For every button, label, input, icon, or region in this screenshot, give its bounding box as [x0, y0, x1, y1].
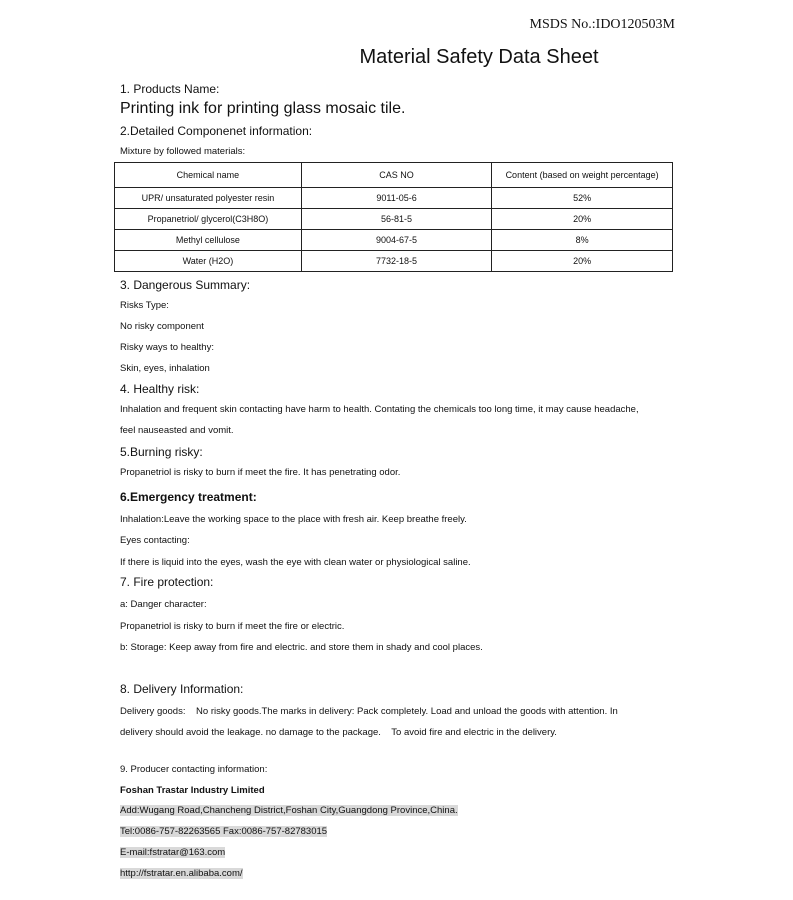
table-row [115, 230, 673, 251]
text-line: If there is liquid into the eyes, wash the eye with clean water or physiological saline. [120, 557, 471, 568]
text-line: b: Storage: Keep away from fire and electric. and store them in shady and cool places. [120, 642, 483, 653]
section-2-heading: 2.Detailed Componenet information: [120, 124, 313, 138]
table-cell: UPR/ unsaturated polyester resin [115, 188, 302, 209]
text-line: feel nauseasted and vomit. [120, 425, 234, 436]
company-email: E-mail:fstratar@163.com [120, 847, 226, 858]
table-cell: 20% [492, 209, 673, 230]
table-cell: Water (H2O) [115, 251, 302, 272]
mixture-note: Mixture by followed materials: [120, 146, 246, 157]
page-title: Material Safety Data Sheet [359, 46, 599, 68]
table-header-cell: Chemical name [115, 163, 302, 188]
table-row [115, 209, 673, 230]
table-cell: 20% [492, 251, 673, 272]
company-name: Foshan Trastar Industry Limited [120, 785, 265, 796]
composition-table [114, 162, 673, 272]
table-header-row [115, 163, 673, 188]
table-cell: 9011-05-6 [301, 188, 491, 209]
section-4-heading: 4. Healthy risk: [120, 382, 200, 396]
text-line: Risky ways to healthy: [120, 342, 214, 353]
table-row [115, 251, 673, 272]
text-line: No risky component [120, 321, 204, 332]
text-line: Inhalation:Leave the working space to the place with fresh air. Keep breathe freely. [120, 514, 467, 525]
section-3-heading: 3. Dangerous Summary: [120, 278, 251, 292]
text-line: Eyes contacting: [120, 535, 190, 546]
table-row [115, 188, 673, 209]
table-cell: 52% [492, 188, 673, 209]
text-line: Delivery goods: No risky goods.The marks in delivery: Pack completely. Load and unload the goods with attention. In [120, 706, 618, 717]
table-header-cell: Content (based on weight percentage) [492, 163, 673, 188]
section-7-heading: 7. Fire protection: [120, 575, 214, 589]
table-cell: Methyl cellulose [115, 230, 302, 251]
section-5-heading: 5.Burning risky: [120, 445, 203, 459]
table-cell: Propanetriol/ glycerol(C3H8O) [115, 209, 302, 230]
section-6-heading: 6.Emergency treatment: [120, 490, 257, 504]
text-line: Risks Type: [120, 300, 169, 311]
table-cell: 8% [492, 230, 673, 251]
section-9-heading: 9. Producer contacting information: [120, 764, 268, 775]
table-header-cell: CAS NO [301, 163, 491, 188]
table-cell: 7732-18-5 [301, 251, 491, 272]
company-phone-fax: Tel:0086-757-82263565 Fax:0086-757-82783015 [120, 826, 328, 837]
section-8-heading: 8. Delivery Information: [120, 682, 244, 696]
text-line: delivery should avoid the leakage. no damage to the package. To avoid fire and electric in the delivery. [120, 727, 557, 738]
text-line: Inhalation and frequent skin contacting have harm to health. Contating the chemicals too long time, it may cause headache, [120, 404, 639, 415]
table-cell: 56-81-5 [301, 209, 491, 230]
text-line: Propanetriol is risky to burn if meet the fire. It has penetrating odor. [120, 467, 401, 478]
msds-number: MSDS No.:IDO120503M [529, 17, 675, 32]
company-address: Add:Wugang Road,Chancheng District,Foshan City,Guangdong Province,China. [120, 805, 458, 816]
company-website[interactable]: http://fstratar.en.alibaba.com/ [120, 868, 243, 879]
text-line: a: Danger character: [120, 599, 207, 610]
text-line: Skin, eyes, inhalation [120, 363, 210, 374]
text-line: Propanetriol is risky to burn if meet the fire or electric. [120, 621, 345, 632]
table-cell: 9004-67-5 [301, 230, 491, 251]
section-1-heading: 1. Products Name: [120, 82, 220, 96]
product-name: Printing ink for printing glass mosaic tile. [120, 100, 406, 117]
